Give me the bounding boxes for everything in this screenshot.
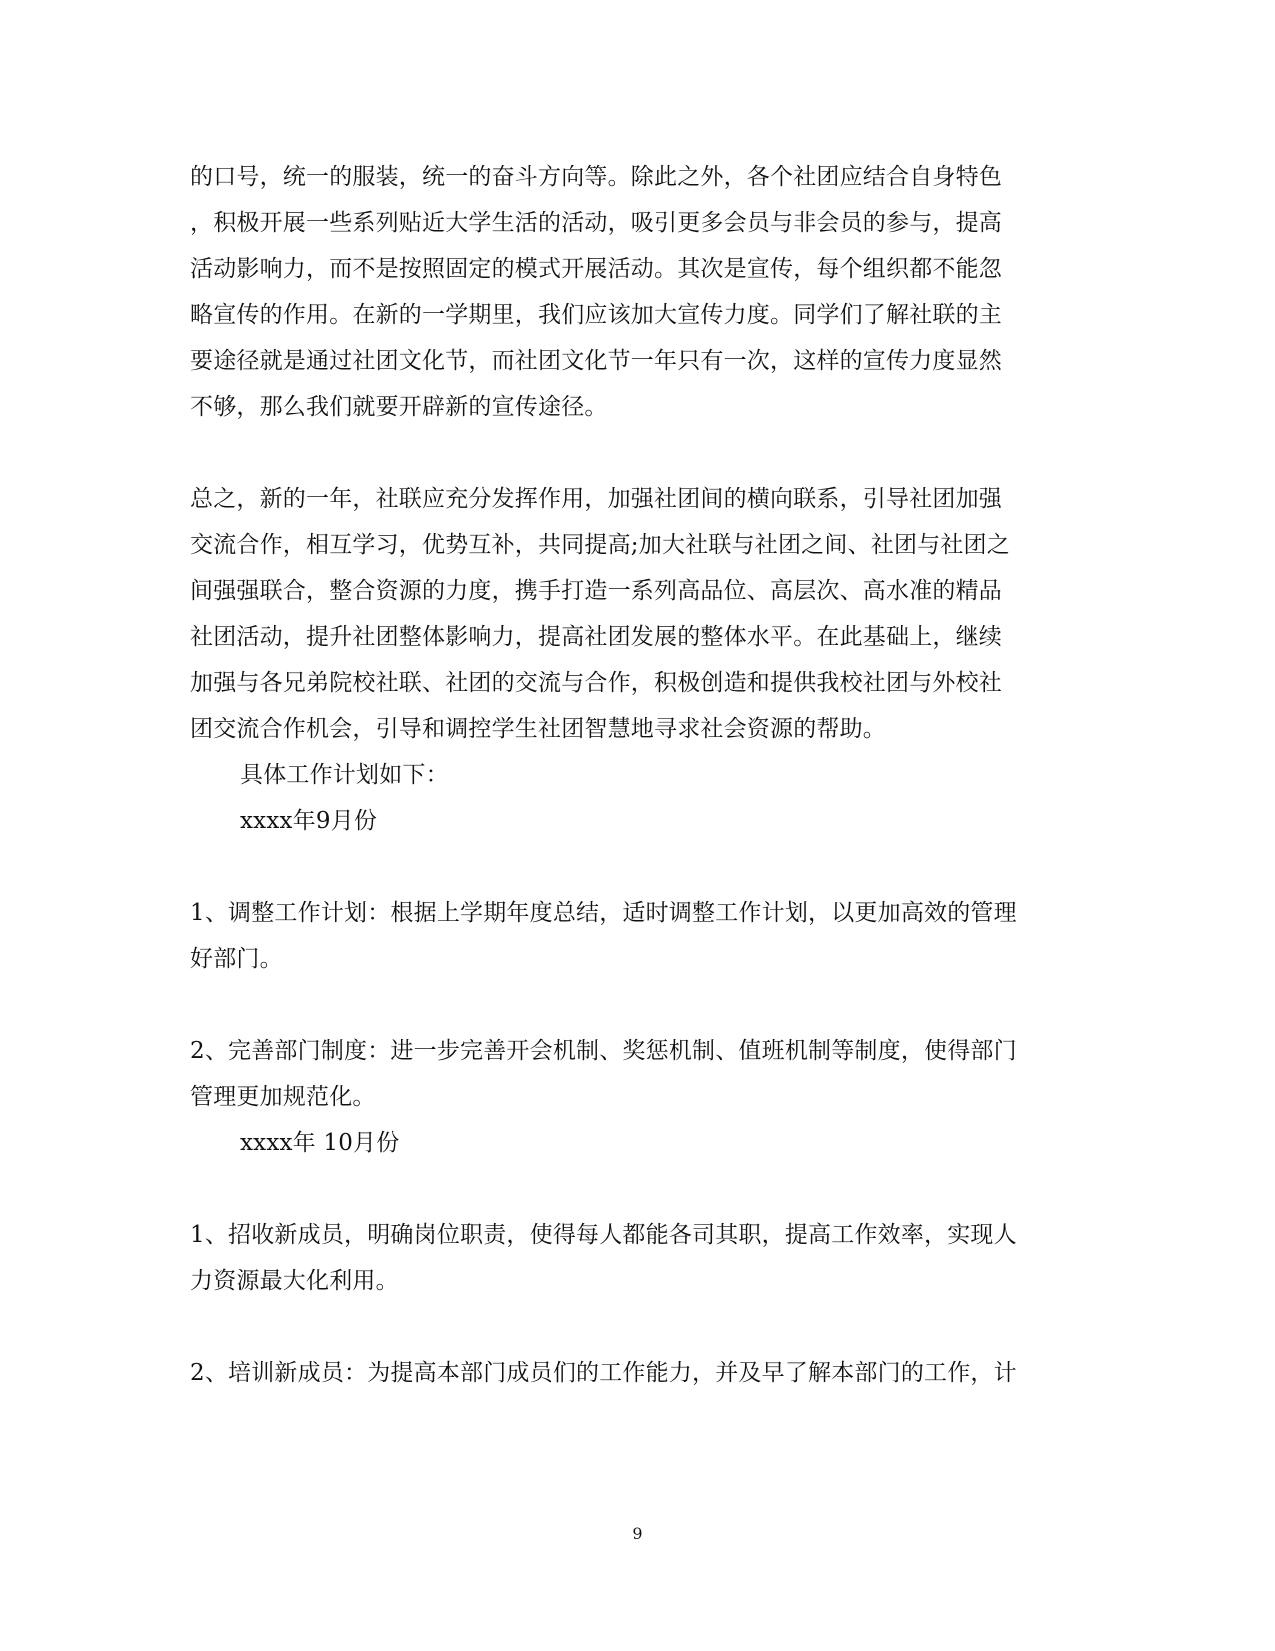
list-item-line: 1、招收新成员，明确岗位职责，使得每人都能各司其职，提高工作效率，实现人	[190, 1222, 1017, 1248]
body-text-line: 的口号，统一的服装，统一的奋斗方向等。除此之外，各个社团应结合自身特色	[190, 164, 1002, 190]
body-text-line: 略宣传的作用。在新的一学期里，我们应该加大宣传力度。同学们了解社联的主	[190, 302, 1002, 328]
body-text-line: 团交流合作机会，引导和调控学生社团智慧地寻求社会资源的帮助。	[190, 716, 886, 742]
body-text-line: ，积极开展一些系列贴近大学生活的活动，吸引更多会员与非会员的参与，提高	[190, 210, 1002, 236]
month-heading: xxxx年9月份	[240, 808, 378, 834]
body-text-line: 总之，新的一年，社联应充分发挥作用，加强社团间的横向联系，引导社团加强	[190, 486, 1002, 512]
list-item-line: 管理更加规范化。	[190, 1084, 376, 1110]
list-item-line: 1、调整工作计划：根据上学期年度总结，适时调整工作计划，以更加高效的管理	[190, 900, 1017, 926]
body-text-line: 活动影响力，而不是按照固定的模式开展活动。其次是宣传，每个组织都不能忽	[190, 256, 1002, 282]
list-item-line: 好部门。	[190, 946, 283, 972]
body-text-line: 交流合作，相互学习，优势互补，共同提高;加大社联与社团之间、社团与社团之	[190, 532, 1010, 558]
body-text-line: 社团活动，提升社团整体影响力，提高社团发展的整体水平。在此基础上，继续	[190, 624, 1002, 650]
body-text-line: 加强与各兄弟院校社联、社团的交流与合作，积极创造和提供我校社团与外校社	[190, 670, 1002, 696]
section-heading: 具体工作计划如下：	[240, 762, 449, 788]
list-item-line: 2、完善部门制度：进一步完善开会机制、奖惩机制、值班机制等制度，使得部门	[190, 1038, 1017, 1064]
list-item-line: 2、培训新成员：为提高本部门成员们的工作能力，并及早了解本部门的工作，计	[190, 1360, 1017, 1386]
body-text-line: 不够，那么我们就要开辟新的宣传途径。	[190, 394, 608, 420]
body-text-line: 要途径就是通过社团文化节，而社团文化节一年只有一次，这样的宣传力度显然	[190, 348, 1002, 374]
page-number: 9	[632, 1524, 643, 1543]
list-item-line: 力资源最大化利用。	[190, 1268, 399, 1294]
body-text-line: 间强强联合，整合资源的力度，携手打造一系列高品位、高层次、高水准的精品	[190, 578, 1002, 604]
month-heading: xxxx年 10月份	[240, 1130, 400, 1156]
